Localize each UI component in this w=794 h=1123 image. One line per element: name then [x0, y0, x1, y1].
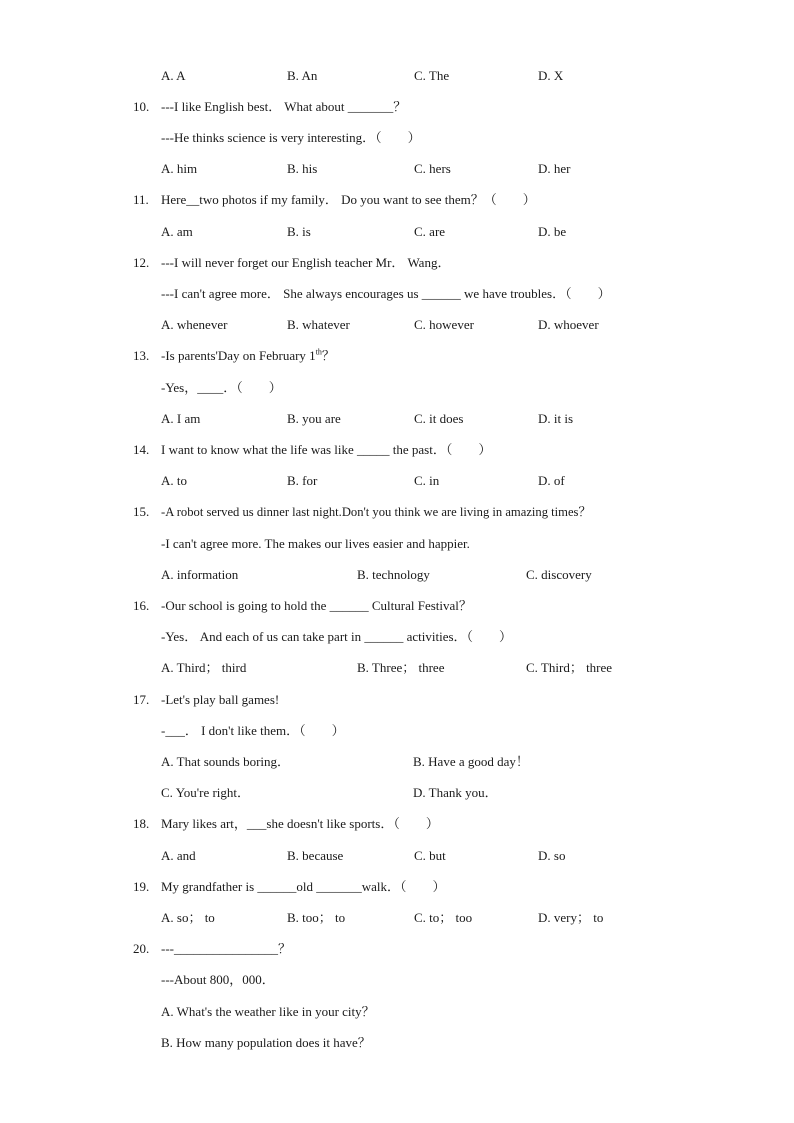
q17-line2: -___． I don't like them．（ ） — [161, 723, 345, 738]
q13-stem-2 — [0, 378, 794, 398]
q18-number: 18. — [133, 816, 150, 831]
q9-option-a[interactable]: A. A — [161, 68, 186, 83]
q20-options-1 — [0, 1002, 794, 1022]
q9-option-b[interactable]: B. An — [287, 68, 318, 83]
q16-number: 16. — [133, 598, 150, 613]
q10-option-a[interactable]: A. him — [161, 161, 198, 176]
q14-option-a[interactable]: A. to — [161, 473, 187, 488]
q17-options-1 — [0, 752, 794, 772]
q12-option-d[interactable]: D. whoever — [538, 317, 599, 332]
q10-number: 10. — [133, 99, 150, 114]
q18-option-d[interactable]: D. so — [538, 848, 566, 863]
q12-option-a[interactable]: A. whenever — [161, 317, 228, 332]
q13-line1-end: ？ — [321, 348, 335, 363]
q20-number: 20. — [133, 941, 150, 956]
q11-option-c[interactable]: C. are — [414, 224, 446, 239]
q12-line2: ---I can't agree more． She always encourages us ______ we have troubles．（ ） — [161, 286, 611, 301]
q20-option-a[interactable]: A. What's the weather like in your city？ — [161, 1004, 375, 1019]
q18-line1: Mary likes art，___she doesn't like sports．（ ） — [161, 816, 439, 831]
q15-stem-2 — [0, 534, 794, 554]
q16-line2: -Yes． And each of us can take part in ______ activities．（ ） — [161, 629, 513, 644]
q11-options — [0, 222, 794, 242]
q9-option-c[interactable]: C. The — [414, 68, 450, 83]
q12-number: 12. — [133, 255, 150, 270]
q10-line2: ---He thinks science is very interesting．（ ） — [161, 130, 421, 145]
q17-option-c[interactable]: C. You're right． — [161, 785, 251, 800]
q20-stem — [0, 939, 794, 959]
q18-option-b[interactable]: B. because — [287, 848, 344, 863]
q20-line2: ---About 800，000． — [161, 972, 275, 987]
q10-option-c[interactable]: C. hers — [414, 161, 451, 176]
q20-stem-2 — [0, 970, 794, 990]
q13-line1-text: -Is parents'Day on February 1 — [161, 348, 316, 363]
q14-number: 14. — [133, 442, 150, 457]
q11-line1: Here__two photos if my family． Do you want to see them？（ ） — [161, 192, 536, 207]
q10-line1: ---I like English best． What about _______？ — [161, 99, 407, 114]
q12-options — [0, 315, 794, 335]
q19-option-a[interactable]: A. so； to — [161, 910, 215, 925]
q14-option-d[interactable]: D. of — [538, 473, 565, 488]
q16-options — [0, 658, 794, 678]
q13-options — [0, 409, 794, 429]
q14-line1: I want to know what the life was like _____ the past．（ ） — [161, 442, 492, 457]
q15-stem — [0, 502, 794, 522]
q17-option-d[interactable]: D. Thank you． — [413, 785, 498, 800]
q12-option-b[interactable]: B. whatever — [287, 317, 350, 332]
q10-option-d[interactable]: D. her — [538, 161, 571, 176]
q15-line1: -A robot served us dinner last night.Don't you think we are living in amazing times？ — [161, 505, 592, 519]
q15-option-c[interactable]: C. discovery — [526, 567, 592, 582]
q12-option-c[interactable]: C. however — [414, 317, 474, 332]
q15-options — [0, 565, 794, 585]
q13-line1 — [161, 346, 335, 366]
q14-stem — [0, 440, 794, 460]
q18-option-a[interactable]: A. and — [161, 848, 196, 863]
q12-stem-2 — [0, 284, 794, 304]
q15-option-b[interactable]: B. technology — [357, 567, 430, 582]
q13-option-b[interactable]: B. you are — [287, 411, 341, 426]
q13-line1-superscript: th — [315, 347, 322, 357]
q10-stem — [0, 97, 794, 117]
q20-line1: ---________________？ — [161, 941, 291, 956]
q12-line1: ---I will never forget our English teacher Mr． Wang． — [161, 255, 451, 270]
q17-stem — [0, 690, 794, 710]
q15-line2: -I can't agree more. The makes our lives easier and happier. — [161, 536, 470, 551]
q19-number: 19. — [133, 879, 150, 894]
q16-line1: -Our school is going to hold the ______ Cultural Festival？ — [161, 598, 472, 613]
q15-option-a[interactable]: A. information — [161, 567, 239, 582]
q15-number: 15. — [133, 504, 150, 519]
q17-options-2 — [0, 783, 794, 803]
q16-option-b[interactable]: B. Three； three — [357, 660, 445, 675]
q17-line1: -Let's play ball games! — [161, 692, 280, 707]
q13-option-a[interactable]: A. I am — [161, 411, 201, 426]
q11-stem — [0, 190, 794, 210]
q13-stem — [0, 346, 794, 366]
q17-number: 17. — [133, 692, 150, 707]
q10-stem-2 — [0, 128, 794, 148]
q9-option-d[interactable]: D. X — [538, 68, 564, 83]
q18-stem — [0, 814, 794, 834]
q16-stem-2 — [0, 627, 794, 647]
q19-option-d[interactable]: D. very； to — [538, 910, 604, 925]
q20-options-2 — [0, 1033, 794, 1053]
q19-options — [0, 908, 794, 928]
q12-stem — [0, 253, 794, 273]
q16-option-a[interactable]: A. Third； third — [161, 660, 247, 675]
q19-option-c[interactable]: C. to； too — [414, 910, 473, 925]
q13-option-d[interactable]: D. it is — [538, 411, 574, 426]
q19-line1: My grandfather is ______old _______walk．（ ） — [161, 879, 446, 894]
q14-options — [0, 471, 794, 491]
q11-number: 11. — [133, 192, 149, 207]
q17-option-b[interactable]: B. Have a good day！ — [413, 754, 529, 769]
q16-option-c[interactable]: C. Third； three — [526, 660, 613, 675]
q13-option-c[interactable]: C. it does — [414, 411, 464, 426]
q11-option-b[interactable]: B. is — [287, 224, 311, 239]
q18-option-c[interactable]: C. but — [414, 848, 446, 863]
q19-stem — [0, 877, 794, 897]
q11-option-a[interactable]: A. am — [161, 224, 193, 239]
q14-option-b[interactable]: B. for — [287, 473, 318, 488]
q17-option-a[interactable]: A. That sounds boring． — [161, 754, 291, 769]
q11-option-d[interactable]: D. be — [538, 224, 567, 239]
q17-stem-2 — [0, 721, 794, 741]
q18-options — [0, 846, 794, 866]
q16-stem — [0, 596, 794, 616]
q9-options — [0, 66, 794, 86]
q13-number: 13. — [133, 348, 150, 363]
q10-options — [0, 159, 794, 179]
q14-option-c[interactable]: C. in — [414, 473, 440, 488]
q20-option-b[interactable]: B. How many population does it have？ — [161, 1035, 371, 1050]
q10-option-b[interactable]: B. his — [287, 161, 318, 176]
q13-line2: -Yes，____．（ ） — [161, 380, 282, 395]
q19-option-b[interactable]: B. too； to — [287, 910, 346, 925]
